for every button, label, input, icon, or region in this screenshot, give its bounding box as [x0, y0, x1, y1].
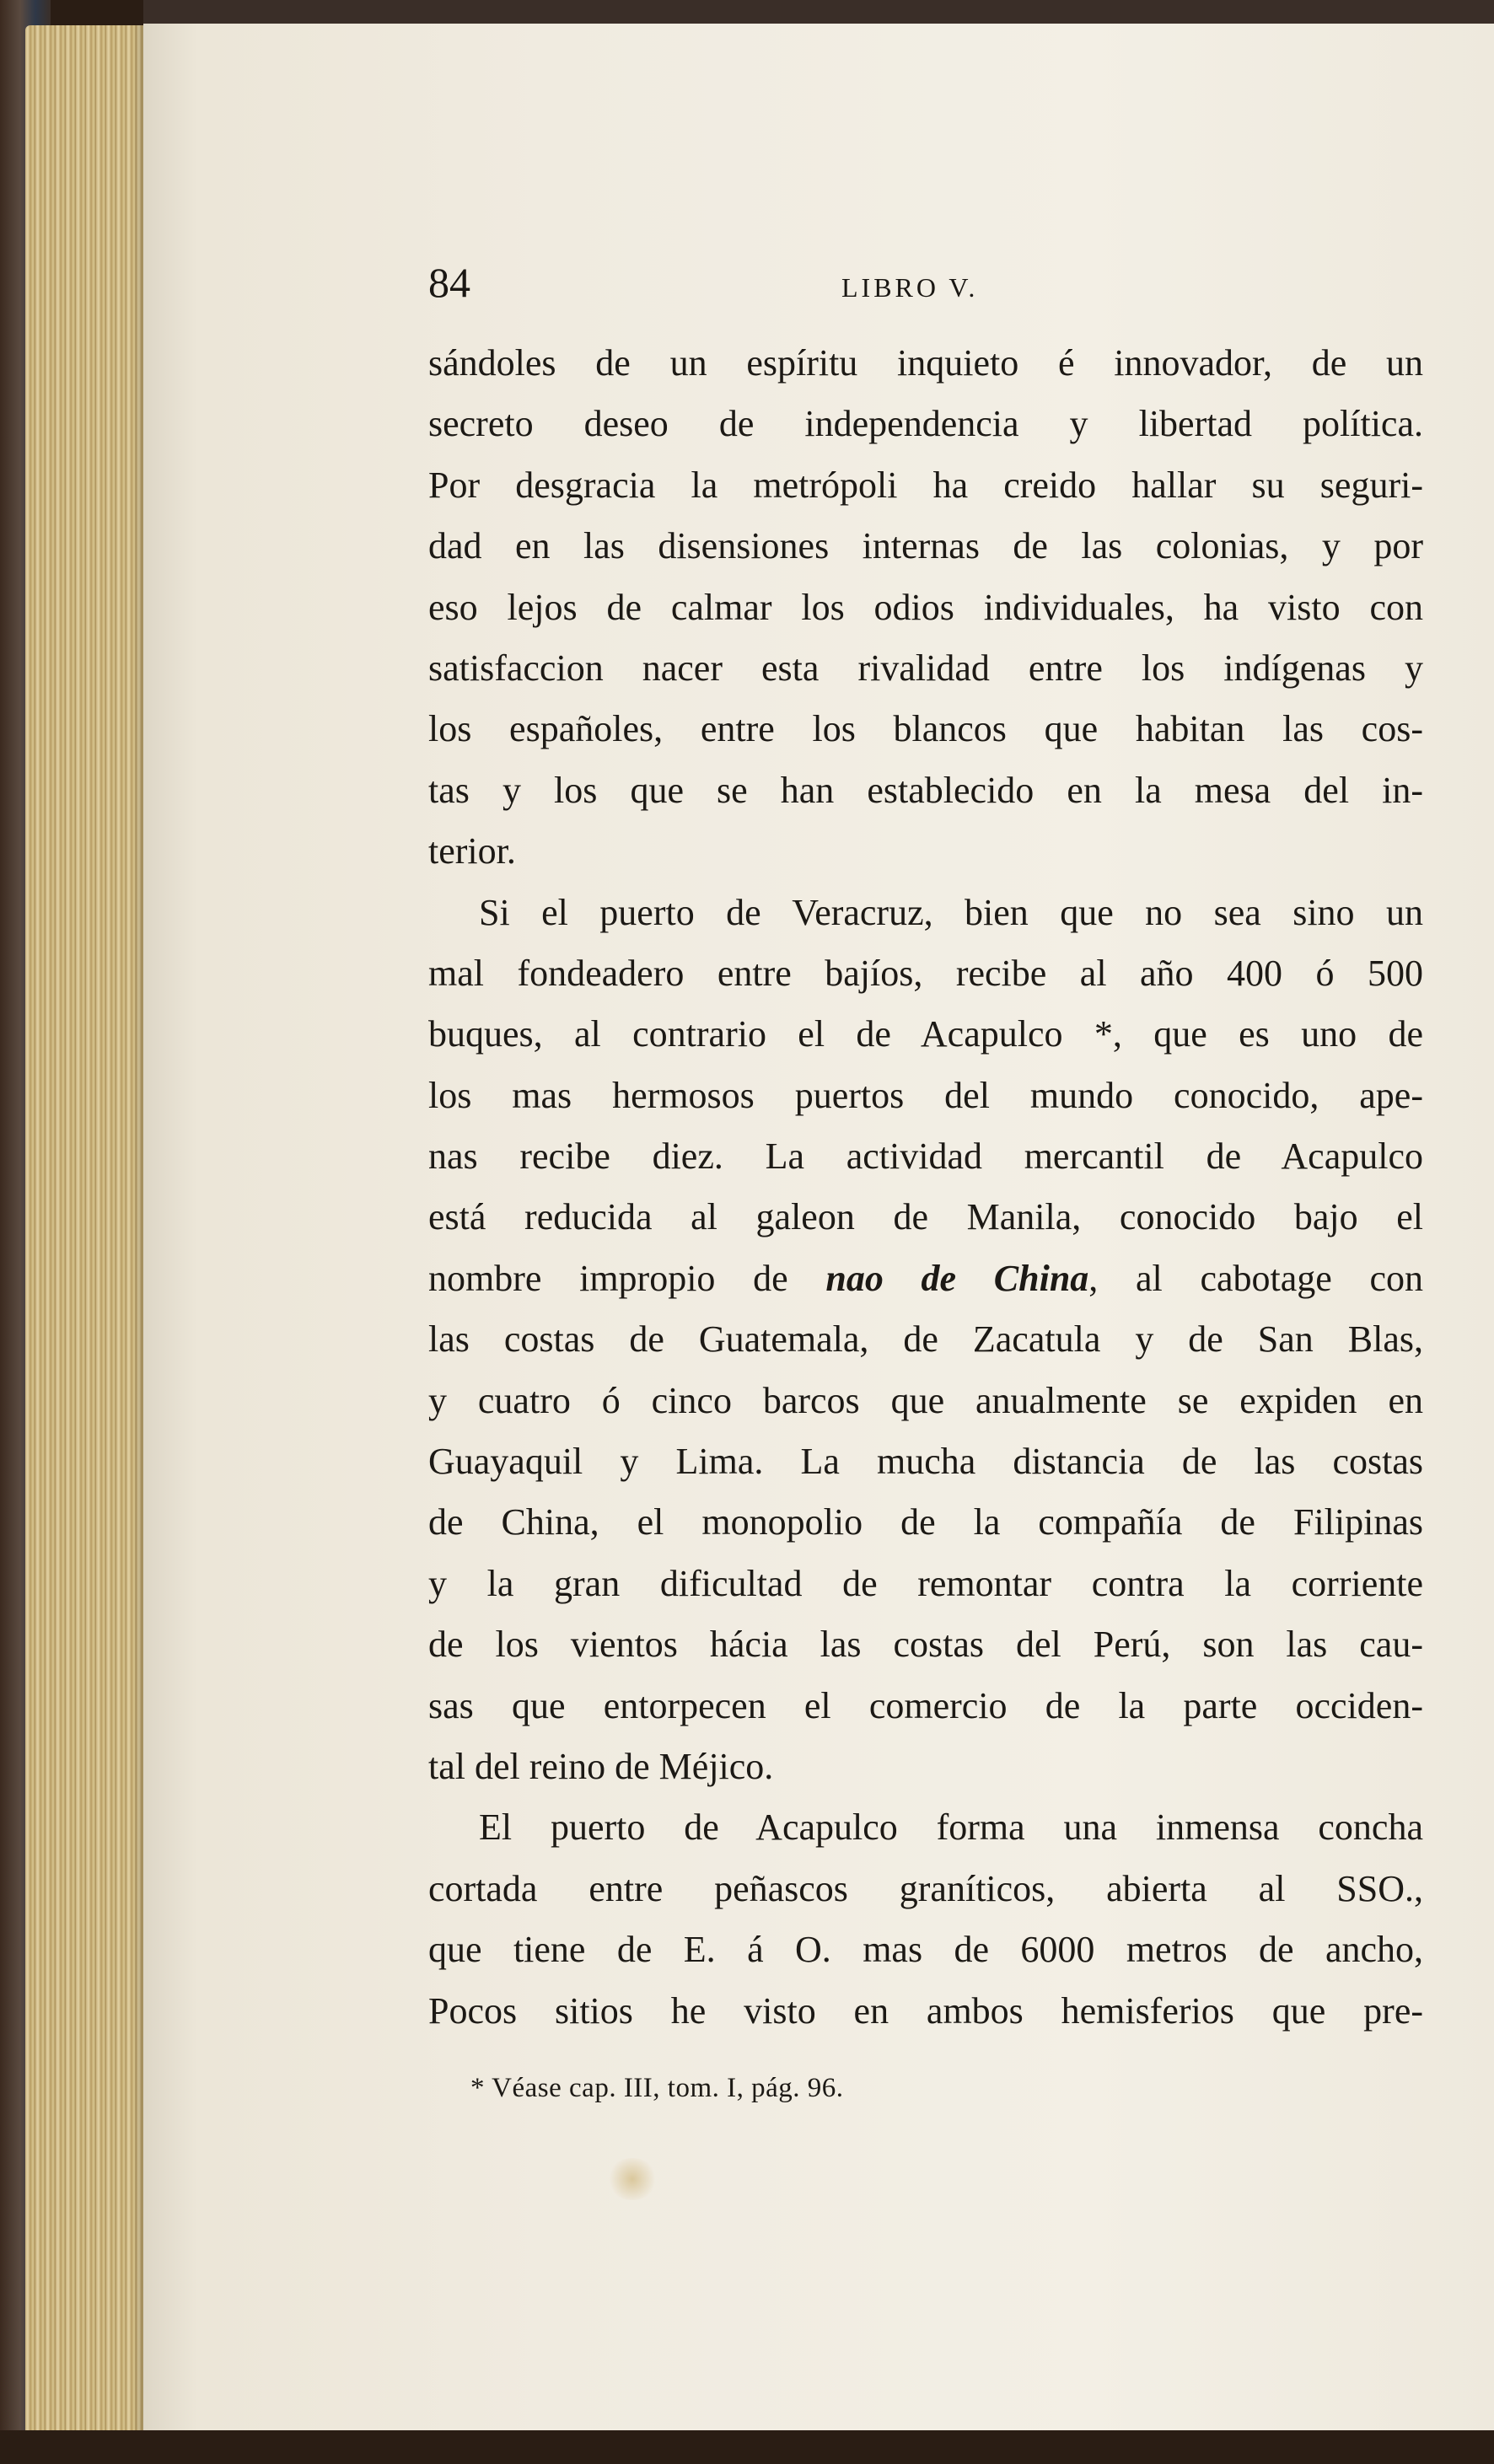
footnote: * Véase cap. III, tom. I, pág. 96. [470, 2073, 844, 2103]
text-line: secreto deseo de independencia y libertad política. [428, 403, 1423, 445]
italic-phrase: nao de China [825, 1257, 1089, 1299]
body-text [428, 333, 1423, 2042]
text-line: y cuatro ó cinco barcos que anualmente se expiden en [428, 1379, 1423, 1421]
text-line: nas recibe diez. La actividad mercantil de Acapulco [428, 1135, 1423, 1178]
text-line: El puerto de Acapulco forma una inmensa concha [479, 1806, 1423, 1849]
text-line: los mas hermosos puertos del mundo conocido, ape- [428, 1074, 1423, 1116]
top-shadow [143, 0, 1494, 25]
text-line: de los vientos hácia las costas del Perú, son las cau- [428, 1624, 1423, 1666]
text-line: mal fondeadero entre bajíos, recibe al año 400 ó 500 [428, 952, 1423, 994]
text-line: tas y los que se han establecido en la mesa del in- [428, 769, 1423, 811]
text-line-mixed [428, 1248, 1423, 1309]
text-line: sas que entorpecen el comercio de la parte occiden- [428, 1684, 1423, 1726]
paper-stain [607, 2158, 658, 2200]
text-line: Pocos sitios he visto en ambos hemisferios que pre- [428, 1989, 1423, 2032]
running-head: LIBRO V. [841, 272, 979, 303]
text-line: los españoles, entre los blancos que habitan las cos- [428, 708, 1423, 750]
text-line: Si el puerto de Veracruz, bien que no sea sino un [479, 891, 1423, 933]
text-line: que tiene de E. á O. mas de 6000 metros de ancho, [428, 1929, 1423, 1971]
page-number: 84 [428, 259, 470, 306]
text-line: cortada entre peñascos graníticos, abierta al SSO., [428, 1867, 1423, 1909]
text-line: Por desgracia la metrópoli ha creido hallar su seguri- [428, 464, 1423, 506]
bottom-shadow [0, 2430, 1494, 2464]
text-line: Guayaquil y Lima. La mucha distancia de las costas [428, 1441, 1423, 1483]
page-header [428, 257, 1423, 308]
page-edges [25, 25, 152, 2436]
text-line: está reducida al galeon de Manila, conocido bajo el [428, 1196, 1423, 1238]
text-line: buques, al contrario el de Acapulco *, que es uno de [428, 1013, 1423, 1055]
text-line: dad en las disensiones internas de las colonias, y por [428, 525, 1423, 567]
text-line: tal del reino de Méjico. [428, 1745, 774, 1787]
text-line: las costas de Guatemala, de Zacatula y de San Blas, [428, 1318, 1423, 1361]
text-line: terior. [428, 830, 516, 872]
text-line: satisfaccion nacer esta rivalidad entre los indígenas y [428, 647, 1423, 689]
text-line: eso lejos de calmar los odios individuales, ha visto con [428, 586, 1423, 628]
text-line: de China, el monopolio de la compañía de Filipinas [428, 1501, 1423, 1543]
text-segment: , al cabotage con [1088, 1257, 1424, 1299]
text-line: sándoles de un espíritu inquieto é innovador, de un [428, 342, 1423, 384]
text-line: y la gran dificultad de remontar contra la corriente [428, 1562, 1423, 1604]
text-segment: nombre impropio de [428, 1257, 788, 1299]
